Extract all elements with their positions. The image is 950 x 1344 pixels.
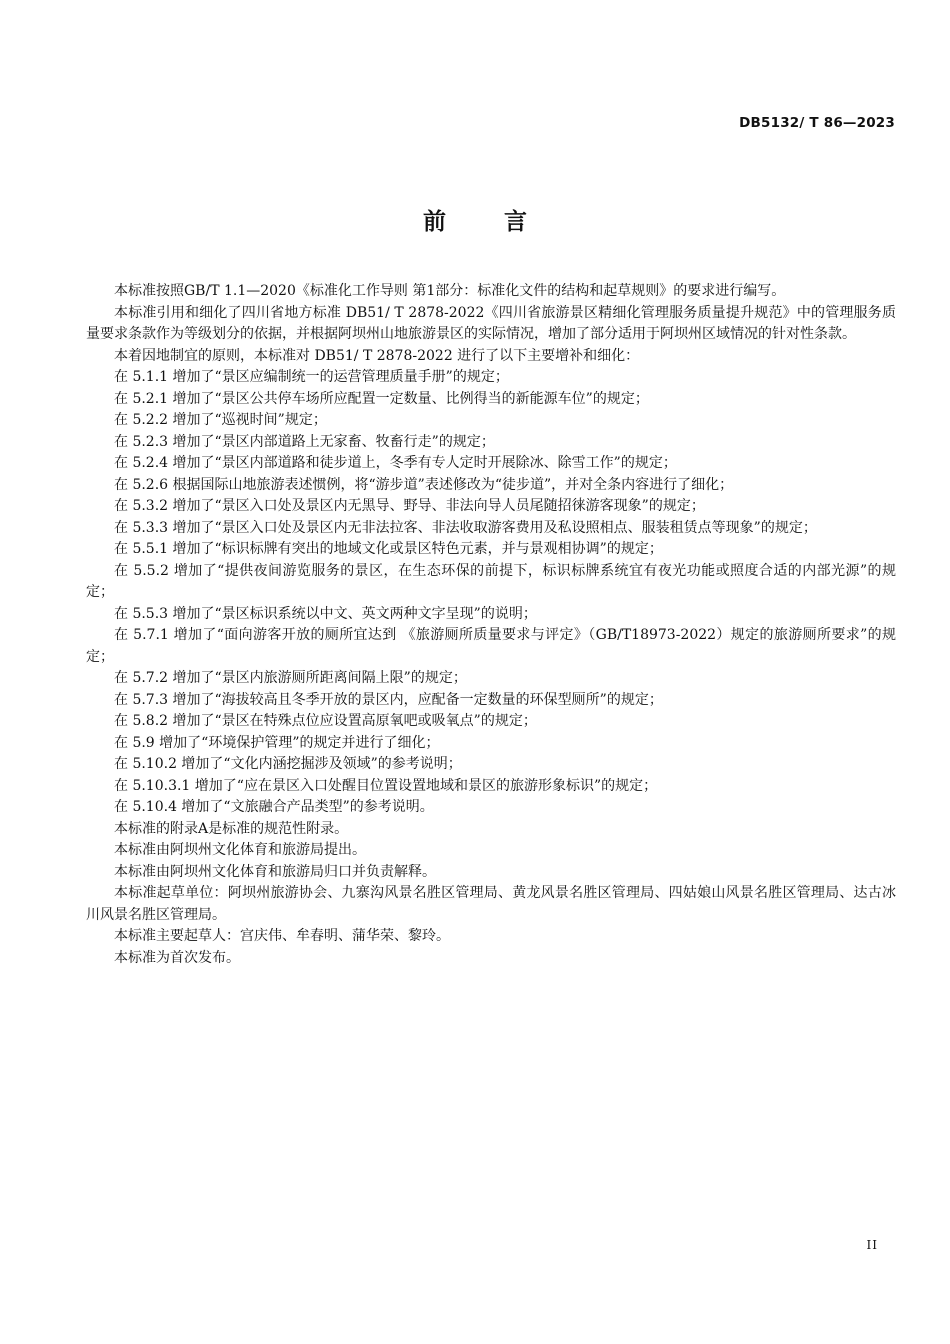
paragraph: 在 5.5.2 增加了“提供夜间游览服务的景区，在生态环保的前提下，标识标牌系统宜有夜光功能或照度合适的内部光源”的规定； [86, 562, 896, 600]
paragraph: 在 5.7.2 增加了“景区内旅游厕所距离间隔上限”的规定； [114, 670, 467, 686]
paragraph: 在 5.2.6 根据国际山地旅游表述惯例，将“游步道”表述修改为“徒步道”，并对全条内容进行了细化； [114, 476, 734, 493]
paragraph: 在 5.9 增加了“环境保护管理”的规定并进行了细化； [114, 734, 440, 751]
page-number: II [866, 1238, 878, 1252]
paragraph: 本标准由阿坝州文化体育和旅游局提出。 [114, 842, 366, 858]
page-title: 前言 [423, 209, 585, 235]
paragraph: 在 5.2.4 增加了“景区内部道路和徒步道上，冬季有专人定时开展除冰、除雪工作”的规定； [114, 455, 677, 471]
preface-body [86, 281, 896, 969]
paragraph: 在 5.5.1 增加了“标识标牌有突出的地域文化或景区特色元素，并与景观相协调”的规定； [114, 541, 663, 557]
paragraph: 在 5.3.2 增加了“景区入口处及景区内无黑导、野导、非法向导人员尾随招徕游客现象”的规定； [114, 498, 705, 514]
paragraph: 本标准主要起草人：宫庆伟、牟春明、蒲华荣、黎玲。 [114, 928, 450, 944]
paragraph: 本标准由阿坝州文化体育和旅游局归口并负责解释。 [114, 863, 436, 880]
paragraph: 在 5.7.3 增加了“海拔较高且冬季开放的景区内，应配备一定数量的环保型厕所”的规定； [114, 691, 663, 708]
paragraph: 本标准起草单位：阿坝州旅游协会、九寨沟风景名胜区管理局、黄龙风景名胜区管理局、四姑娘山风景名胜区管理局、达古冰川风景名胜区管理局。 [86, 885, 896, 923]
paragraph: 在 5.1.1 增加了“景区应编制统一的运营管理质量手册”的规定； [114, 369, 509, 385]
paragraph: 在 5.3.3 增加了“景区入口处及景区内无非法拉客、非法收取游客费用及私设照相点、服装租赁点等现象”的规定； [114, 519, 817, 536]
paragraph: 本着因地制宜的原则，本标准对 DB51/ T 2878-2022 进行了以下主要增补和细化： [114, 347, 640, 364]
paragraph: 在 5.10.2 增加了“文化内涵挖掘涉及领域”的参考说明； [114, 756, 462, 772]
paragraph: 在 5.2.3 增加了“景区内部道路上无家畜、牧畜行走”的规定； [114, 433, 495, 450]
paragraph: 本标准引用和细化了四川省地方标准 DB51/ T 2878-2022《四川省旅游景区精细化管理服务质量提升规范》中的管理服务质量要求条款作为等级划分的依据，并根据阿坝州山地旅游景区的实际情况，增加了部分适用于阿坝州区域情况的针对性条款。 [86, 304, 896, 342]
paragraph: 本标准为首次发布。 [114, 949, 240, 966]
paragraph: 本标准的附录A是标准的规范性附录。 [114, 820, 349, 837]
paragraph: 在 5.8.2 增加了“景区在特殊点位应设置高原氧吧或吸氧点”的规定； [114, 713, 537, 729]
paragraph: 在 5.10.3.1 增加了“应在景区入口处醒目位置设置地域和景区的旅游形象标识”的规定； [114, 777, 658, 794]
paragraph: 在 5.10.4 增加了“文旅融合产品类型”的参考说明。 [114, 799, 434, 815]
paragraph: 本标准按照GB/T 1.1—2020《标准化工作导则 第1部分：标准化文件的结构和起草规则》的要求进行编写。 [114, 283, 786, 299]
paragraph: 在 5.5.3 增加了“景区标识系统以中文、英文两种文字呈现”的说明； [114, 605, 537, 622]
standard-code: DB5132/ T 86—2023 [739, 115, 895, 131]
paragraph: 在 5.2.2 增加了“巡视时间”规定； [114, 412, 327, 428]
paragraph: 在 5.2.1 增加了“景区公共停车场所应配置一定数量、比例得当的新能源车位”的规定； [114, 390, 649, 407]
paragraph: 在 5.7.1 增加了“面向游客开放的厕所宜达到 《旅游厕所质量要求与评定》（GB/T18973-2022）规定的旅游厕所要求”的规定； [86, 627, 896, 665]
